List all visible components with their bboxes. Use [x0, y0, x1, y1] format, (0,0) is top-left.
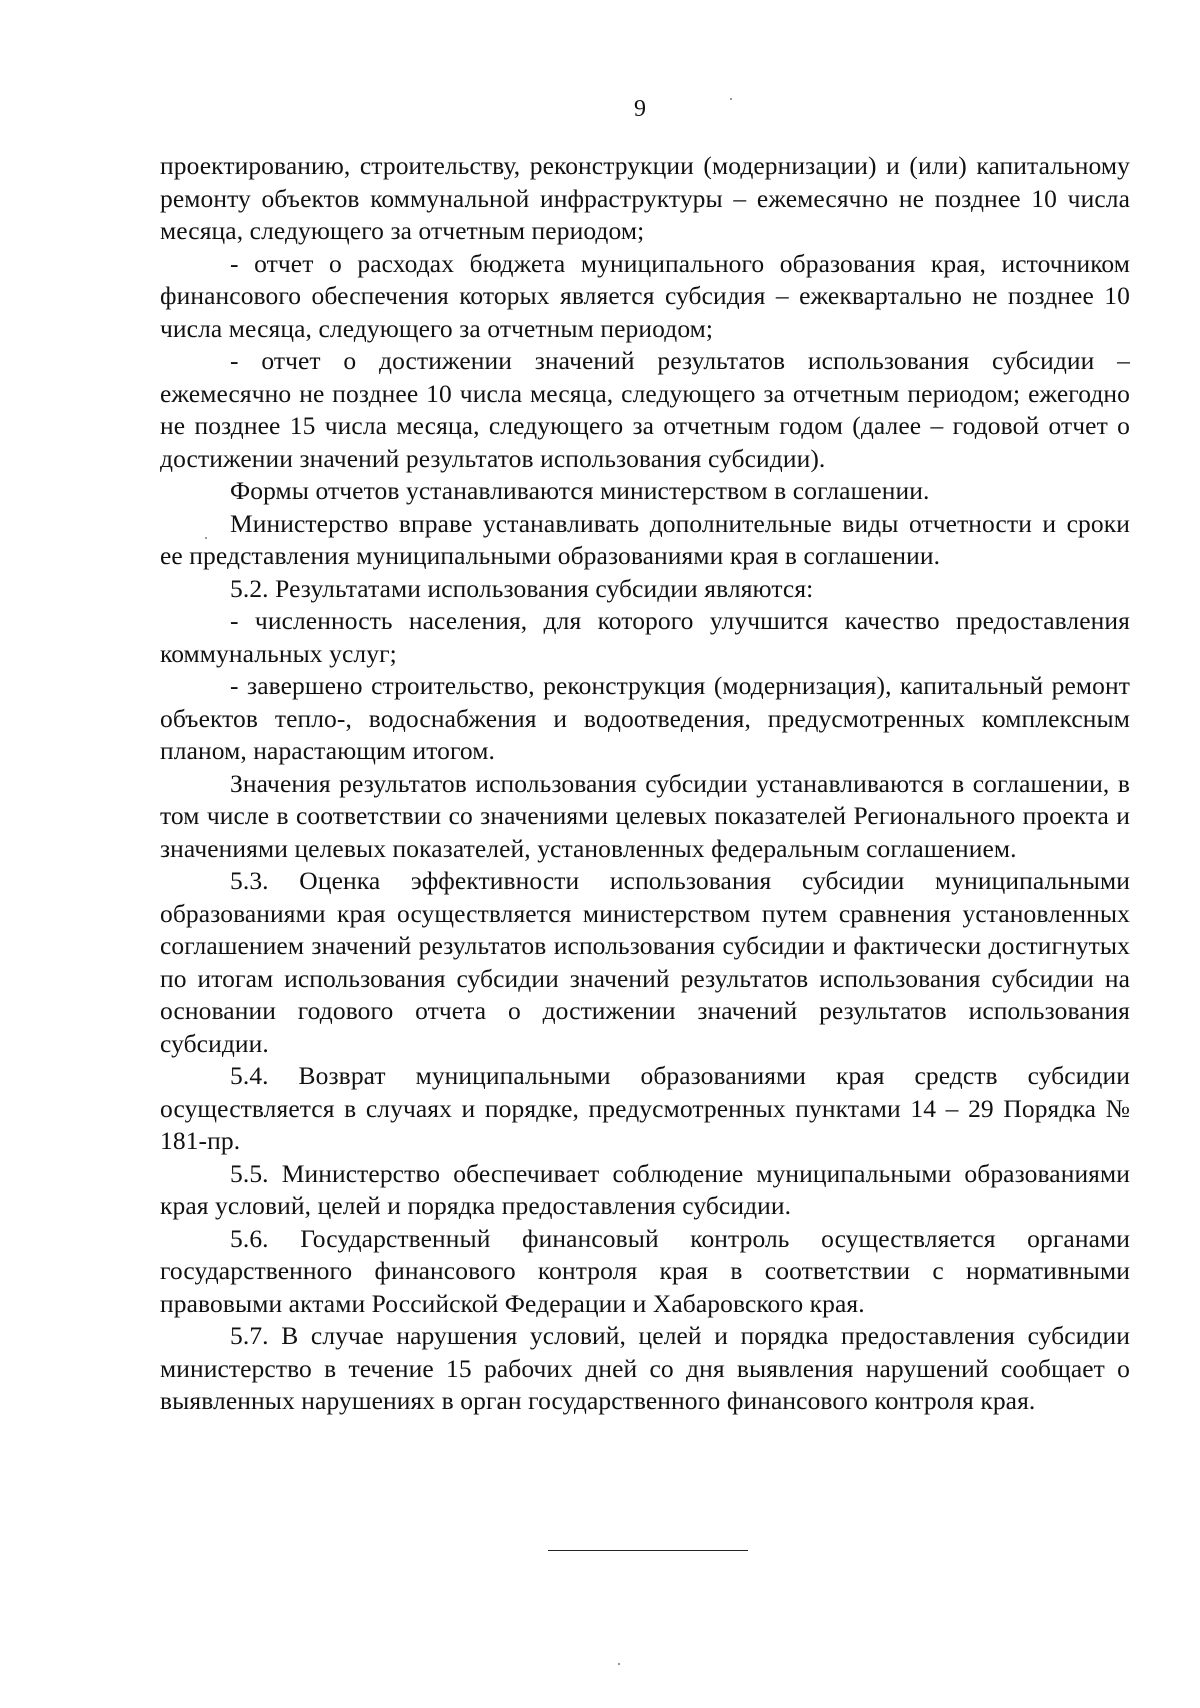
scan-speck — [618, 1663, 620, 1665]
paragraph-continuation: проектированию, строительству, реконструкции (модернизации) и (или) капитальному ремонту объектов коммунальной инфраструктуры – ежемесячно не позднее 10 числа месяца, следующего за отчетным периодом; — [160, 151, 1130, 245]
end-of-document-rule — [548, 1550, 748, 1551]
clause-5-2: 5.2. Результатами использования субсидии являются: — [230, 573, 814, 603]
list-item-construction: - завершено строительство, реконструкция (модернизация), капитальный ремонт объектов тепло-, водоснабжения и водоотведения, предусмотренных комплексным планом, нарастающим итогом. — [160, 671, 1130, 765]
document-body — [160, 150, 1130, 1418]
page-number: 9 — [634, 96, 646, 122]
clause-5-5: 5.5. Министерство обеспечивает соблюдение муниципальными образованиями края условий, целей и порядка предоставления субсидии. — [160, 1158, 1130, 1220]
paragraph-report-forms: Формы отчетов устанавливаются министерством в соглашении. — [230, 476, 930, 505]
list-item-results-report: - отчет о достижении значений результатов использования субсидии – ежемесячно не позднее 10 числа месяца, следующего за отчетным периодом; ежегодно не позднее 15 числа месяца, следующего за отчетным годом (далее – годовой отчет о достижении значений результатов использования субсидии). — [160, 346, 1130, 473]
clause-5-6: 5.6. Государственный финансовый контроль осуществляется органами государственного финансового контроля края в соответствии с нормативными правовыми актами Российской Федерации и Хабаровского края. — [160, 1223, 1130, 1318]
scan-speck — [730, 98, 732, 100]
list-item-population: - численность населения, для которого улучшится качество предоставления коммунальных услуг; — [160, 606, 1130, 668]
clause-5-3: 5.3. Оценка эффективности использования субсидии муниципальными образованиями края осуществляется министерством путем сравнения установленных соглашением значений результатов использования субсидии и фактически достигнутых по итогам использования субсидии значений результатов использования субсидии на основании годового отчета о достижении значений результатов использования субсидии. — [160, 866, 1130, 1058]
scan-speck — [205, 537, 207, 539]
paragraph-result-values: Значения результатов использования субсидии устанавливаются в соглашении, в том числе в соответствии со значениями целевых показателей Регионального проекта и значениями целевых показателей, установленных федеральным соглашением. — [160, 768, 1130, 863]
list-item-expense-report: - отчет о расходах бюджета муниципального образования края, источником финансового обеспечения которых является субсидия – ежеквартально не позднее 10 числа месяца, следующего за отчетным периодом; — [160, 248, 1130, 343]
clause-5-7: 5.7. В случае нарушения условий, целей и порядка предоставления субсидии министерство в течение 15 рабочих дней со дня выявления нарушений сообщает о выявленных нарушениях в орган государственного финансового контроля края. — [160, 1321, 1130, 1415]
paragraph-additional-reporting: Министерство вправе устанавливать дополнительные виды отчетности и сроки ее представления муниципальными образованиями края в соглашении. — [160, 508, 1130, 570]
clause-5-4: 5.4. Возврат муниципальными образованиями края средств субсидии осуществляется в случаях и порядке, предусмотренных пунктами 14 – 29 Порядка № 181-пр. — [160, 1061, 1130, 1155]
